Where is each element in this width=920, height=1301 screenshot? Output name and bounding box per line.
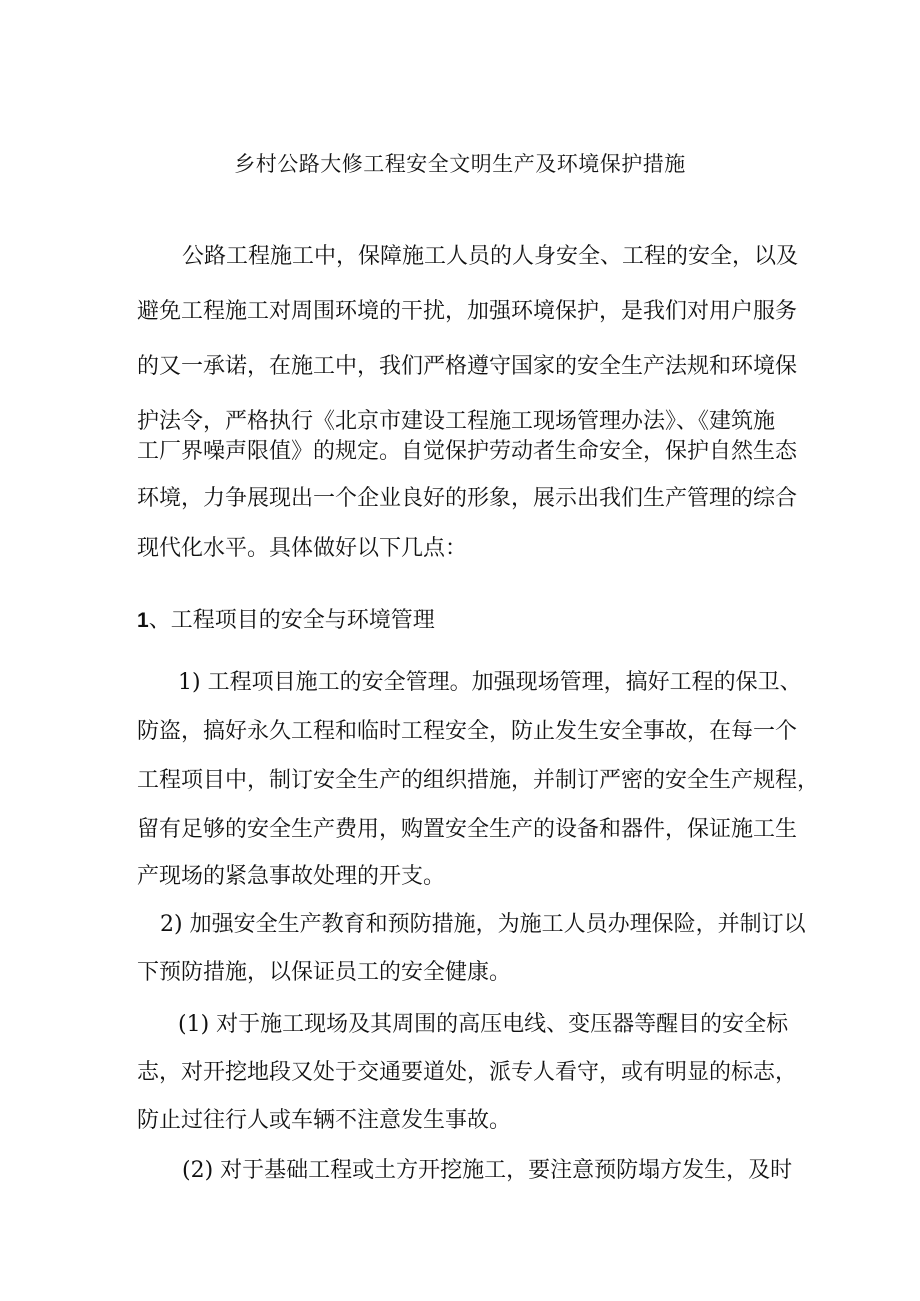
intro-line: 现代化水平。具体做好以下几点： — [137, 536, 468, 561]
sub2-line: (2) 对于基础工程或土方开挖施工，要注意预防塌方发生，及时 — [182, 1158, 793, 1183]
section-number: 1 — [137, 609, 149, 632]
item1-line: 产现场的紧急事故处理的开支。 — [137, 864, 446, 889]
document-title: 乡村公路大修工程安全文明生产及环境保护措施 — [234, 152, 686, 176]
section-title: 、工程项目的安全与环境管理 — [148, 608, 435, 633]
item1-line: 工程项目中，制订安全生产的组织措施，并制订严密的安全生产规程， — [137, 768, 820, 793]
intro-line: 的又一承诺，在施工中，我们严格遵守国家的安全生产法规和环境保 — [137, 354, 798, 379]
section-heading — [137, 606, 435, 636]
sub1-line: 志，对开挖地段又处于交通要道处，派专人看守，或有明显的标志， — [137, 1060, 798, 1085]
item1-line: 防盗，搞好永久工程和临时工程安全，防止发生安全事故，在每一个 — [137, 719, 798, 744]
intro-line: 工厂界噪声限值》的规定。自觉保护劳动者生命安全，保护自然生态 — [137, 439, 798, 464]
sub1-line: (1) 对于施工现场及其周围的高压电线、变压器等醒目的安全标 — [178, 1012, 789, 1037]
item1-line: 留有足够的安全生产费用，购置安全生产的设备和器件，保证施工生 — [137, 817, 798, 842]
intro-line: 避免工程施工对周围环境的干扰，加强环境保护，是我们对用户服务 — [137, 299, 798, 324]
intro-line: 公路工程施工中，保障施工人员的人身安全、工程的安全，以及 — [182, 244, 799, 269]
item1-line: 1) 工程项目施工的安全管理。加强现场管理，搞好工程的保卫、 — [178, 670, 802, 695]
item2-line: 2) 加强安全生产教育和预防措施，为施工人员办理保险，并制订以 — [160, 912, 806, 937]
item2-line: 下预防措施，以保证员工的安全健康。 — [137, 960, 512, 985]
intro-line: 环境，力争展现出一个企业良好的形象，展示出我们生产管理的综合 — [137, 486, 798, 511]
sub1-line: 防止过往行人或车辆不注意发生事故。 — [137, 1108, 512, 1133]
intro-line: 护法令，严格执行《北京市建设工程施工现场管理办法》、《建筑施 — [137, 409, 776, 434]
